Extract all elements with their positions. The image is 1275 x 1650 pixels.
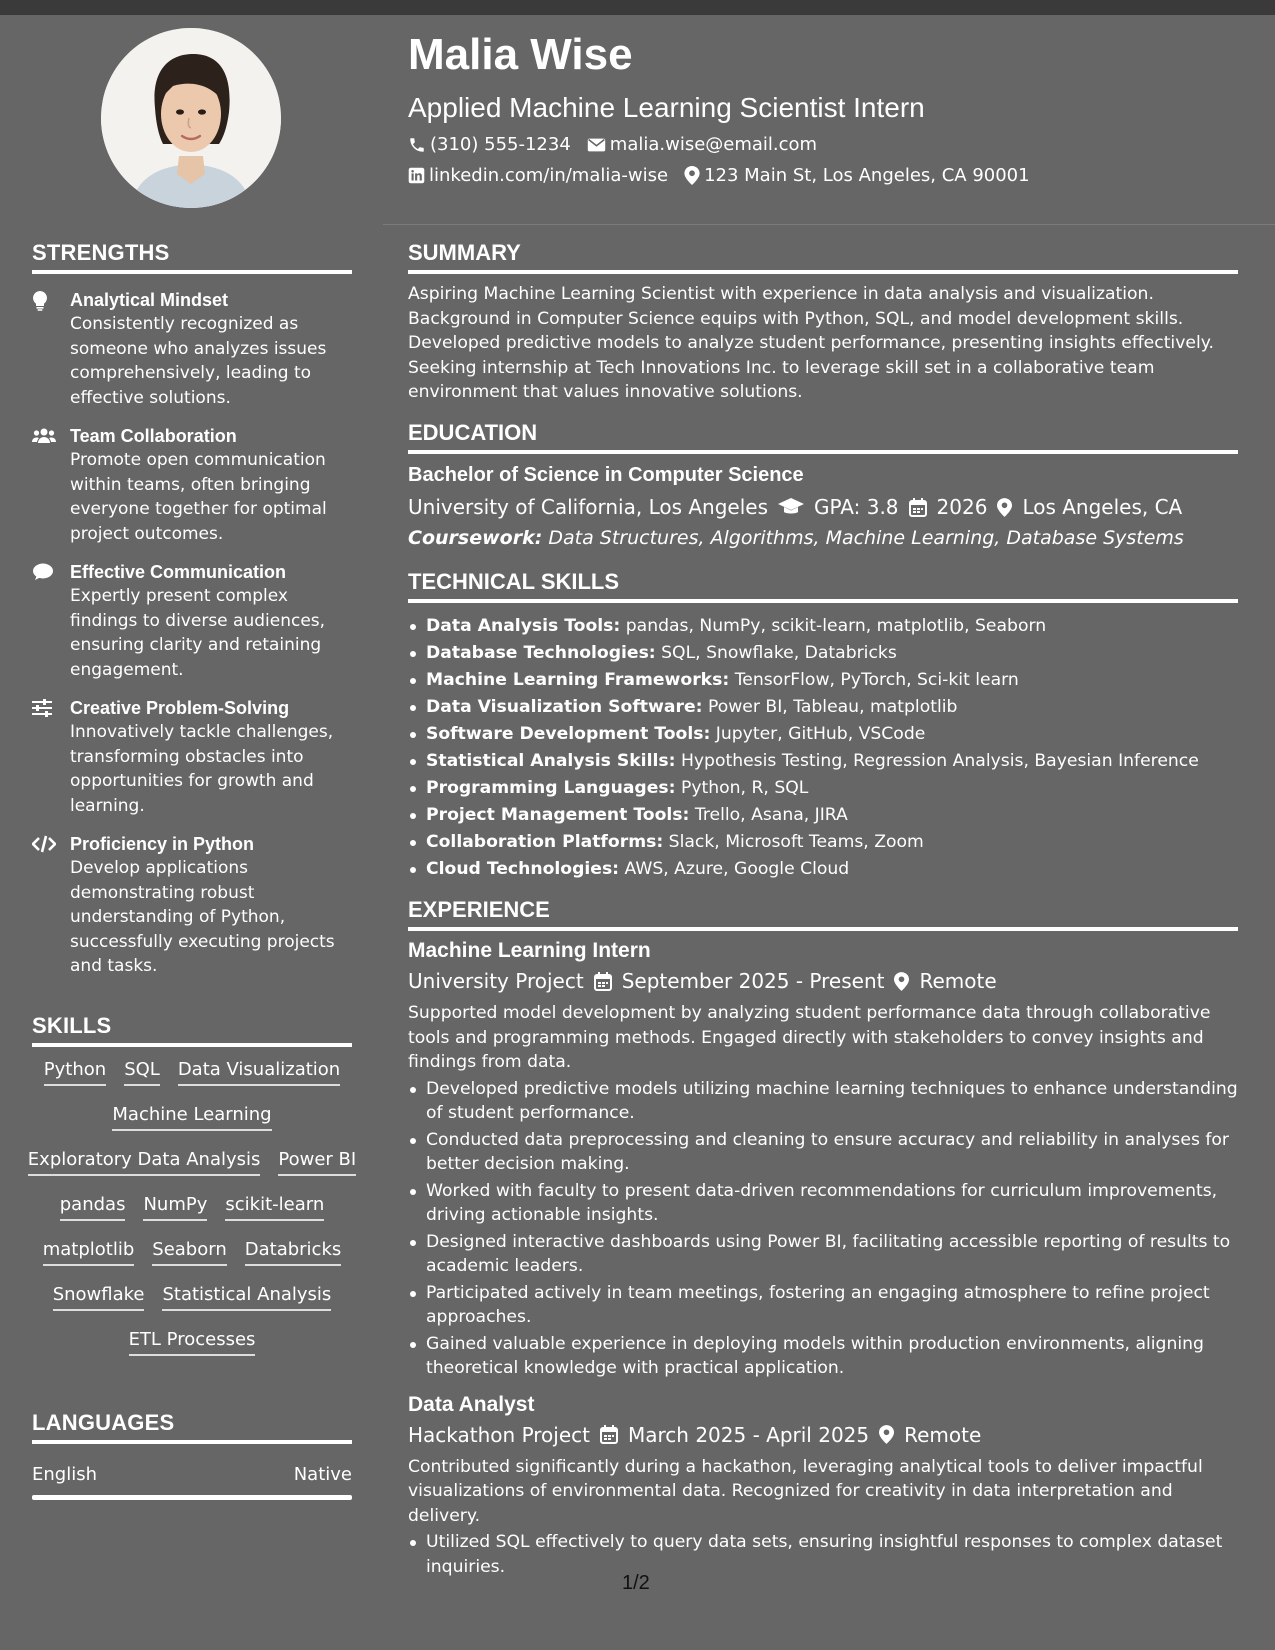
job-title: Machine Learning Intern bbox=[408, 939, 651, 962]
map-pin-icon bbox=[894, 972, 909, 991]
languages-rule bbox=[32, 1440, 352, 1444]
list-item: Worked with faculty to present data-driven recommendations for curriculum improvements, driving actionable insights. bbox=[408, 1179, 1238, 1228]
language-row bbox=[32, 1464, 352, 1485]
skill-value: Slack, Microsoft Teams, Zoom bbox=[668, 832, 924, 852]
school-location: Los Angeles, CA bbox=[1022, 495, 1183, 519]
coursework-list: Data Structures, Algorithms, Machine Learning, Database Systems bbox=[548, 527, 1184, 549]
contact-row-1 bbox=[408, 134, 817, 155]
list-item bbox=[408, 613, 1238, 640]
experience-section bbox=[408, 897, 1238, 1581]
email-text: malia.wise@email.com bbox=[609, 134, 818, 155]
job-meta bbox=[408, 969, 1238, 993]
skills-section bbox=[27, 1013, 357, 1372]
skill-label: Project Management Tools: bbox=[426, 805, 690, 825]
degree-title: Bachelor of Science in Computer Science bbox=[408, 464, 804, 486]
skill-tags bbox=[27, 1057, 357, 1372]
job-title: Data Analyst bbox=[408, 1392, 535, 1416]
language-level: Native bbox=[293, 1464, 352, 1485]
skill-tag: Statistical Analysis bbox=[162, 1282, 331, 1311]
skill-tag: scikit-learn bbox=[225, 1192, 324, 1221]
strengths-heading: STRENGTHS bbox=[32, 240, 170, 265]
language-name: English bbox=[32, 1464, 97, 1485]
lightbulb-icon bbox=[32, 288, 70, 410]
job-title: Applied Machine Learning Scientist Intern bbox=[408, 92, 925, 123]
list-item: Conducted data preprocessing and cleaning to ensure accuracy and reliability in analyses for better decision making. bbox=[408, 1128, 1238, 1177]
summary-heading: SUMMARY bbox=[408, 240, 521, 265]
map-pin-icon bbox=[997, 498, 1012, 517]
strength-title: Team Collaboration bbox=[70, 426, 237, 446]
strength-title: Proficiency in Python bbox=[70, 834, 255, 854]
candidate-name: Malia Wise bbox=[408, 30, 633, 79]
email-contact[interactable] bbox=[587, 134, 817, 155]
skill-row bbox=[32, 1192, 352, 1237]
skill-value: Python, R, SQL bbox=[680, 778, 809, 798]
skill-label: Statistical Analysis Skills: bbox=[426, 751, 676, 771]
skill-tag: Snowflake bbox=[53, 1282, 145, 1311]
skill-value: pandas, NumPy, scikit-learn, matplotlib, Seaborn bbox=[625, 616, 1047, 636]
job-dates: September 2025 - Present bbox=[621, 969, 885, 993]
strength-item bbox=[32, 560, 352, 682]
skill-value: TensorFlow, PyTorch, Sci-kit learn bbox=[734, 670, 1019, 690]
strength-item bbox=[32, 288, 352, 410]
skill-label: Database Technologies: bbox=[426, 643, 656, 663]
skill-value: Trello, Asana, JIRA bbox=[694, 805, 848, 825]
summary-text: Aspiring Machine Learning Scientist with experience in data analysis and visualization. Background in Computer Science equips with Python, SQL, and model development skills. Developed predictive models to analyze student performance, presenting insights effectively. Seeking internship at Tech Innovations Inc. to leverage skill set in a collaborative team environment that values innovative solutions. bbox=[408, 284, 1214, 402]
map-pin-icon bbox=[684, 166, 700, 185]
linkedin-contact[interactable] bbox=[408, 165, 668, 186]
strength-item bbox=[32, 696, 352, 818]
job-summary: Supported model development by analyzing student performance data through collaborative tools and programming methods. Engaged directly with stakeholders to convey insights and findings from data. bbox=[408, 1003, 1211, 1072]
strengths-section bbox=[32, 240, 352, 979]
job-bullets bbox=[408, 1077, 1238, 1381]
contact-row-2 bbox=[408, 165, 1030, 186]
education-meta bbox=[408, 495, 1238, 519]
graduation-cap-icon bbox=[778, 498, 804, 516]
list-item: Participated actively in team meetings, fostering an engaging atmosphere to refine project approaches. bbox=[408, 1281, 1238, 1330]
strength-description: Innovatively tackle challenges, transforming obstacles into opportunities for growth and learning. bbox=[70, 722, 334, 816]
calendar-icon bbox=[594, 972, 612, 991]
experience-rule bbox=[408, 927, 1238, 931]
gpa-text: GPA: 3.8 bbox=[814, 495, 899, 519]
linkedin-icon bbox=[408, 167, 425, 184]
skill-tag: Data Visualization bbox=[178, 1057, 340, 1086]
list-item: Designed interactive dashboards using Power BI, facilitating accessible reporting of results to academic leaders. bbox=[408, 1230, 1238, 1279]
skill-label: Data Visualization Software: bbox=[426, 697, 703, 717]
job-dates: March 2025 - April 2025 bbox=[628, 1422, 870, 1447]
list-item bbox=[408, 721, 1238, 748]
sliders-icon bbox=[32, 696, 70, 818]
education-heading: EDUCATION bbox=[408, 420, 538, 445]
job-bullets bbox=[408, 1530, 1238, 1579]
skill-value: Power BI, Tableau, matplotlib bbox=[707, 697, 958, 717]
skill-row bbox=[32, 1237, 352, 1282]
job-summary: Contributed significantly during a hackathon, leveraging analytical tools to deliver impactful visualizations of environmental data. Recognized for creativity in data interpretation and delivery. bbox=[408, 1456, 1203, 1526]
address-text: 123 Main St, Los Angeles, CA 90001 bbox=[704, 165, 1030, 186]
skill-label: Software Development Tools: bbox=[426, 724, 711, 744]
strength-title: Analytical Mindset bbox=[70, 290, 229, 310]
skill-row bbox=[32, 1057, 352, 1102]
strength-title: Creative Problem-Solving bbox=[70, 698, 290, 718]
technical-skills-heading: TECHNICAL SKILLS bbox=[408, 569, 620, 594]
list-item bbox=[408, 694, 1238, 721]
summary-rule bbox=[408, 270, 1238, 274]
skill-row bbox=[32, 1282, 352, 1327]
coursework-label: Coursework: bbox=[408, 527, 543, 549]
skill-tag: Seaborn bbox=[152, 1237, 226, 1266]
list-item bbox=[408, 667, 1238, 694]
language-proficiency-bar bbox=[32, 1495, 352, 1500]
skill-value: AWS, Azure, Google Cloud bbox=[624, 859, 850, 879]
skill-tag: ETL Processes bbox=[129, 1327, 256, 1356]
skill-tag: pandas bbox=[60, 1192, 126, 1221]
list-item bbox=[408, 640, 1238, 667]
address-contact bbox=[684, 165, 1030, 186]
skill-label: Data Analysis Tools: bbox=[426, 616, 621, 636]
map-pin-icon bbox=[879, 1425, 894, 1444]
strengths-rule bbox=[32, 270, 352, 274]
skill-tag: NumPy bbox=[143, 1192, 207, 1221]
skill-tag: matplotlib bbox=[43, 1237, 135, 1266]
list-item: Gained valuable experience in deploying models within production environments, aligning theoretical knowledge with practical application. bbox=[408, 1332, 1238, 1381]
skill-tag: SQL bbox=[124, 1057, 160, 1086]
list-item bbox=[408, 775, 1238, 802]
strength-title: Effective Communication bbox=[70, 562, 287, 582]
header-divider bbox=[383, 224, 1275, 225]
skill-row bbox=[32, 1327, 352, 1372]
job-organization: University Project bbox=[408, 969, 584, 993]
skill-label: Programming Languages: bbox=[426, 778, 676, 798]
graduation-year: 2026 bbox=[936, 495, 988, 519]
skill-label: Machine Learning Frameworks: bbox=[426, 670, 730, 690]
strength-description: Expertly present complex findings to diverse audiences, ensuring clarity and retaining engagement. bbox=[70, 586, 326, 680]
job-organization: Hackathon Project bbox=[408, 1422, 590, 1447]
languages-section bbox=[32, 1410, 352, 1500]
skill-value: Jupyter, GitHub, VSCode bbox=[715, 724, 926, 744]
languages-heading: LANGUAGES bbox=[32, 1410, 175, 1435]
strength-item bbox=[32, 832, 352, 979]
job-meta bbox=[408, 1423, 1238, 1447]
list-item bbox=[408, 802, 1238, 829]
skill-tag: Machine Learning bbox=[112, 1102, 271, 1131]
list-item bbox=[408, 856, 1238, 883]
experience-heading: EXPERIENCE bbox=[408, 897, 550, 922]
strength-description: Consistently recognized as someone who analyzes issues comprehensively, leading to effective solutions. bbox=[70, 314, 327, 408]
technical-skills-list bbox=[408, 613, 1238, 883]
technical-skills-rule bbox=[408, 599, 1238, 603]
skill-label: Collaboration Platforms: bbox=[426, 832, 664, 852]
list-item: Utilized SQL effectively to query data sets, ensuring insightful responses to complex dataset inquiries. bbox=[408, 1530, 1238, 1579]
technical-skills-section bbox=[408, 569, 1238, 883]
skill-tag: Python bbox=[44, 1057, 106, 1086]
speech-bubble-icon bbox=[32, 560, 70, 682]
phone-icon bbox=[408, 136, 426, 154]
skill-value: SQL, Snowflake, Databricks bbox=[661, 643, 897, 663]
top-bar bbox=[0, 0, 1275, 15]
coursework bbox=[408, 527, 1238, 549]
skill-row bbox=[27, 1147, 357, 1192]
skill-tag: Exploratory Data Analysis bbox=[28, 1147, 261, 1176]
skill-label: Cloud Technologies: bbox=[426, 859, 620, 879]
avatar bbox=[101, 28, 281, 208]
skills-rule bbox=[32, 1043, 352, 1047]
phone-contact[interactable] bbox=[408, 134, 571, 155]
skill-tag: Databricks bbox=[245, 1237, 342, 1266]
education-section bbox=[408, 420, 1238, 549]
school-name: University of California, Los Angeles bbox=[408, 495, 769, 519]
strength-description: Promote open communication within teams, often bringing everyone together for optimal project outcomes. bbox=[70, 450, 327, 544]
page-number: 1/2 bbox=[622, 1572, 650, 1594]
summary-section bbox=[408, 240, 1238, 405]
list-item bbox=[408, 829, 1238, 856]
linkedin-text: linkedin.com/in/malia-wise bbox=[429, 165, 669, 186]
envelope-icon bbox=[587, 137, 606, 153]
skill-value: Hypothesis Testing, Regression Analysis, Bayesian Inference bbox=[680, 751, 1199, 771]
users-icon bbox=[32, 424, 70, 546]
job-location: Remote bbox=[904, 1422, 982, 1447]
skills-heading: SKILLS bbox=[32, 1013, 112, 1038]
code-icon bbox=[32, 832, 70, 979]
list-item bbox=[408, 748, 1238, 775]
skill-tag: Power BI bbox=[278, 1147, 356, 1176]
calendar-icon bbox=[600, 1425, 618, 1444]
job-location: Remote bbox=[919, 969, 997, 993]
skill-row bbox=[32, 1102, 352, 1147]
calendar-icon bbox=[909, 498, 927, 517]
list-item: Developed predictive models utilizing machine learning techniques to enhance understanding of student performance. bbox=[408, 1077, 1238, 1126]
strength-item bbox=[32, 424, 352, 546]
strength-description: Develop applications demonstrating robust understanding of Python, successfully executing projects and tasks. bbox=[70, 858, 335, 976]
phone-text: (310) 555-1234 bbox=[430, 134, 571, 155]
education-rule bbox=[408, 450, 1238, 454]
